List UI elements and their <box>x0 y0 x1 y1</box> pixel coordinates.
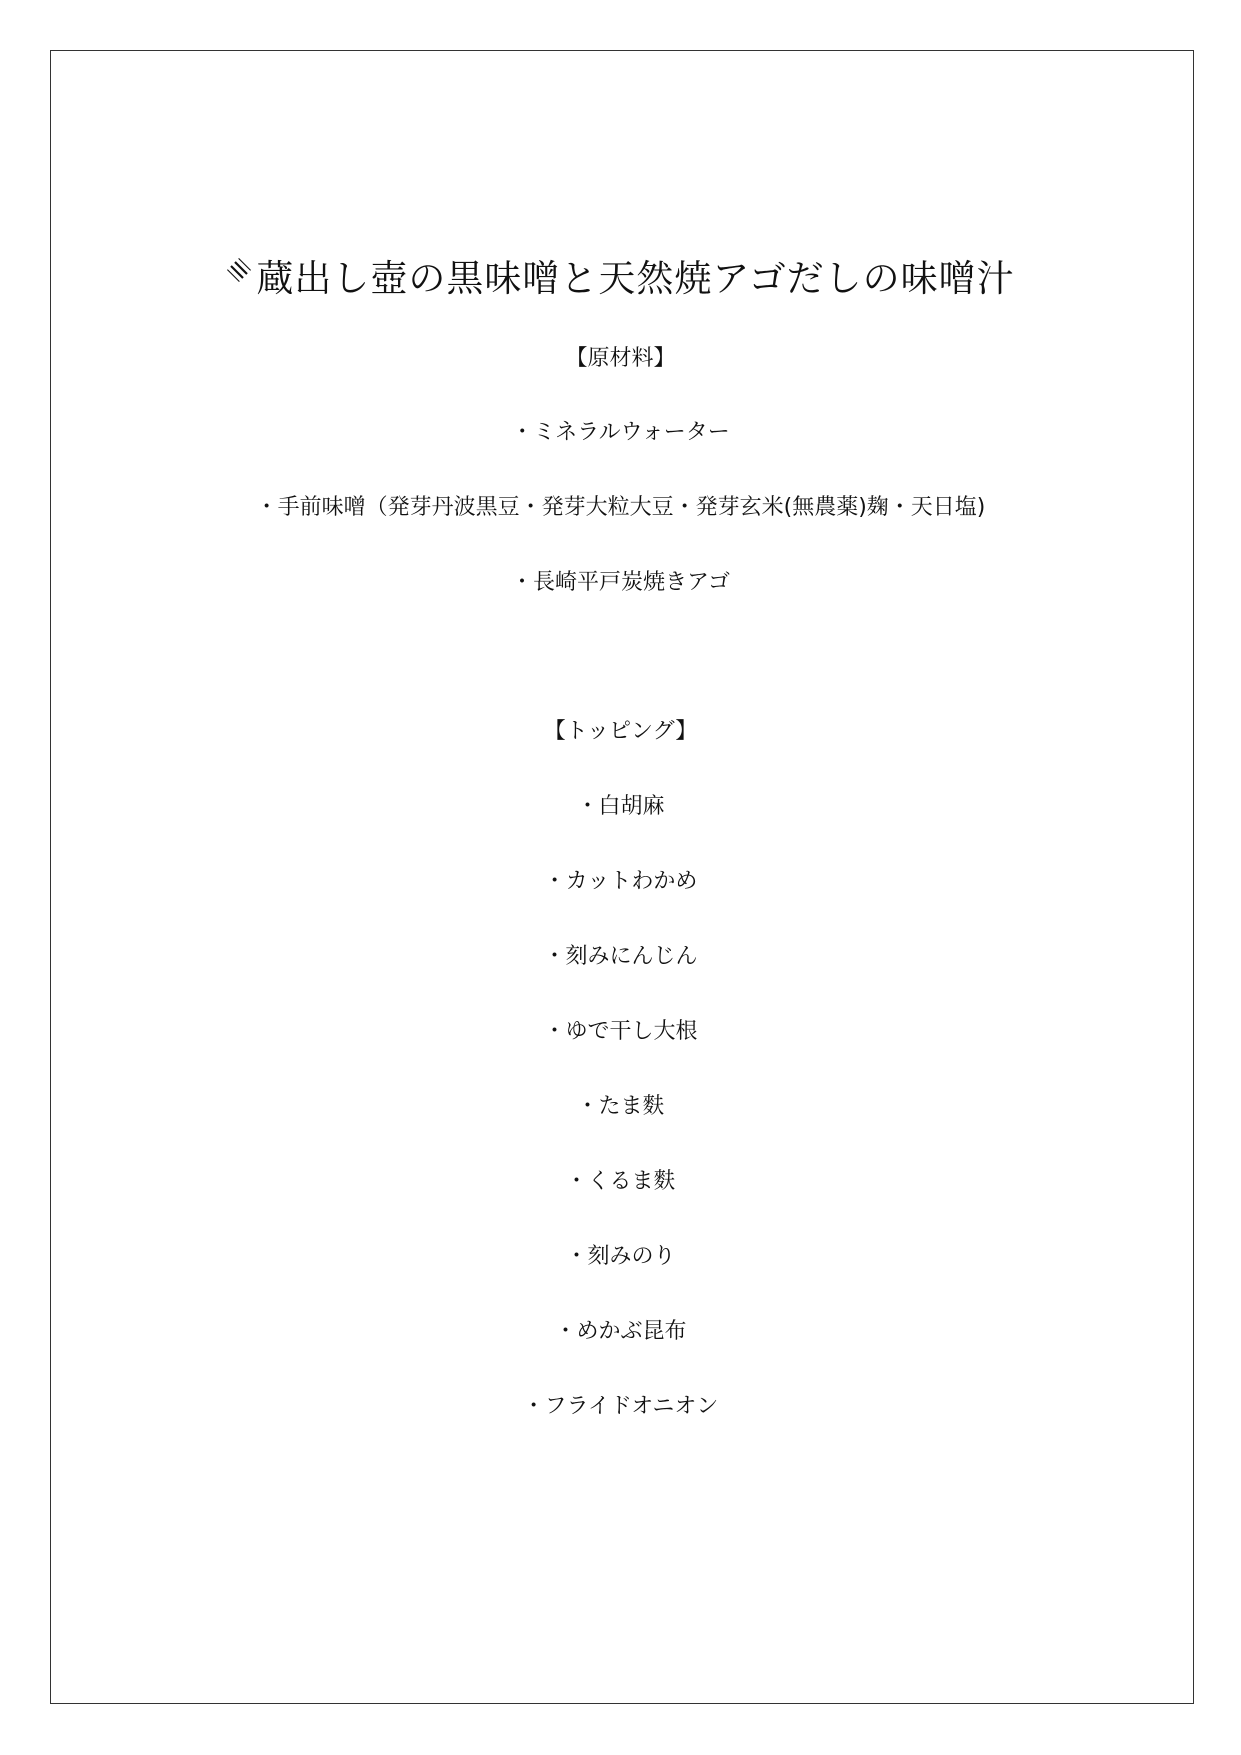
topping-item: ・白胡麻 <box>576 794 665 819</box>
diagonal-stripe-diamond-icon <box>226 257 252 287</box>
page-title: 蔵出し壺の黒味噌と天然焼アゴだしの味噌汁 <box>256 257 1015 300</box>
topping-item: ・刻みのり <box>565 1244 676 1269</box>
topping-item: ・めかぶ昆布 <box>554 1319 687 1344</box>
topping-item: ・フライドオニオン <box>522 1394 719 1419</box>
topping-item: ・くるま麩 <box>565 1169 676 1194</box>
topping-item: ・ゆで干し大根 <box>543 1019 698 1044</box>
ingredient-item: ・手前味噌（発芽丹波黒豆・発芽大粒大豆・発芽玄米(無農薬)麹・天日塩) <box>255 495 986 520</box>
ingredient-item: ・長崎平戸炭焼きアゴ <box>511 570 730 595</box>
title-row <box>0 248 1241 302</box>
toppings-heading: 【トッピング】 <box>543 719 698 744</box>
topping-item: ・たま麩 <box>576 1094 665 1119</box>
topping-item: ・刻みにんじん <box>543 944 698 969</box>
topping-item: ・カットわかめ <box>543 869 698 894</box>
ingredient-item: ・ミネラルウォーター <box>511 420 730 445</box>
ingredients-heading: 【原材料】 <box>565 346 676 371</box>
